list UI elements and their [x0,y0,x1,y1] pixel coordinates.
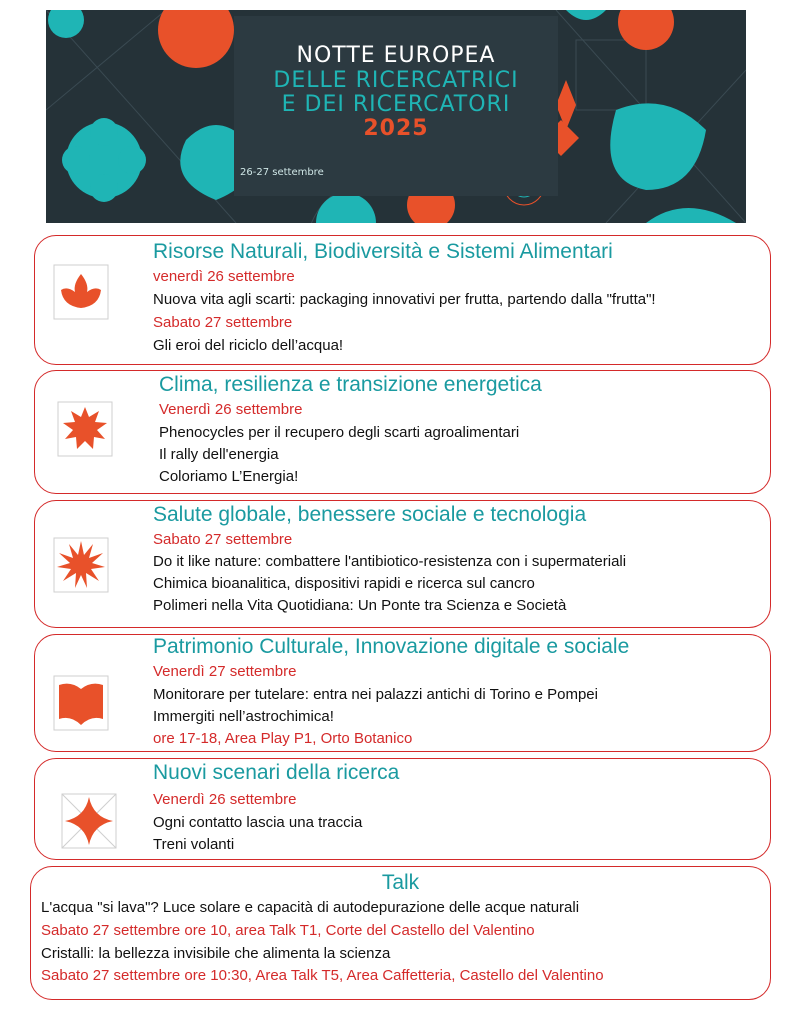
talk-line: L'acqua "si lava"? Luce solare e capacità di autodepurazione delle acque naturali [41,899,580,916]
event-line: ore 17-18, Area Play P1, Orto Botanico [153,730,413,747]
event-line: Sabato 27 settembre [153,314,293,331]
event-line: venerdì 26 settembre [153,268,295,285]
talk-title: Talk [381,871,420,894]
event-line: Do it like nature: combattere l'antibiotico-resistenza con i supermateriali [153,553,627,570]
talk-line: Sabato 27 settembre ore 10, area Talk T1, Corte del Castello del Valentino [41,922,535,939]
section-card-nuovi [34,758,771,860]
event-line: Coloriamo L’Energia! [159,468,299,485]
event-line: Treni volanti [153,836,235,853]
section-card-salute [34,500,771,628]
banner-line-2: DELLE RICERCATRICI [273,68,519,93]
section-card-clima [34,370,771,494]
star-burst-icon [53,537,109,593]
open-book-icon [53,675,109,731]
section-theme: Clima, resilienza e transizione energetica [159,373,542,396]
banner-year: 2025 [363,116,429,141]
event-line: Sabato 27 settembre [153,531,293,548]
event-line: Polimeri nella Vita Quotidiana: Un Ponte tra Scienza e Società [153,597,567,614]
section-theme: Nuovi scenari della ricerca [153,761,400,784]
event-banner [46,10,746,223]
event-line: Venerdì 27 settembre [153,663,297,680]
event-line: Monitorare per tutelare: entra nei palazzi antichi di Torino e Pompei [153,686,598,703]
event-line: Nuova vita agli scarti: packaging innovativi per frutta, partendo dalla "frutta"! [153,291,656,308]
event-line: Gli eroi del riciclo dell’acqua! [153,337,344,354]
banner-dates: 26-27 settembre [240,167,324,178]
section-theme: Risorse Naturali, Biodiversità e Sistemi Alimentari [153,240,613,263]
event-line: Chimica bioanalitica, dispositivi rapidi e ricerca sul cancro [153,575,535,592]
banner-line-3: E DEI RICERCATORI [281,92,511,117]
event-line: Venerdì 26 settembre [159,401,303,418]
event-line: Phenocycles per il recupero degli scarti agroalimentari [159,424,520,441]
section-card-risorse [34,235,771,365]
banner-line-1: NOTTE EUROPEA [296,43,496,68]
section-theme: Salute globale, benessere sociale e tecnologia [153,503,587,526]
tulip-leaf-icon [53,264,109,320]
four-point-star-icon [61,793,117,849]
event-line: Venerdì 26 settembre [153,791,297,808]
event-line: Il rally dell'energia [159,446,279,463]
sun-burst-icon [57,401,113,457]
event-line: Immergiti nell’astrochimica! [153,708,334,725]
section-card-patrimonio [34,634,771,752]
talk-line: Cristalli: la bellezza invisibile che alimenta la scienza [41,945,391,962]
event-line: Ogni contatto lascia una traccia [153,814,363,831]
talk-card [30,866,771,1000]
talk-line: Sabato 27 settembre ore 10:30, Area Talk T5, Area Caffetteria, Castello del Valentino [41,967,604,984]
section-theme: Patrimonio Culturale, Innovazione digitale e sociale [153,635,630,658]
